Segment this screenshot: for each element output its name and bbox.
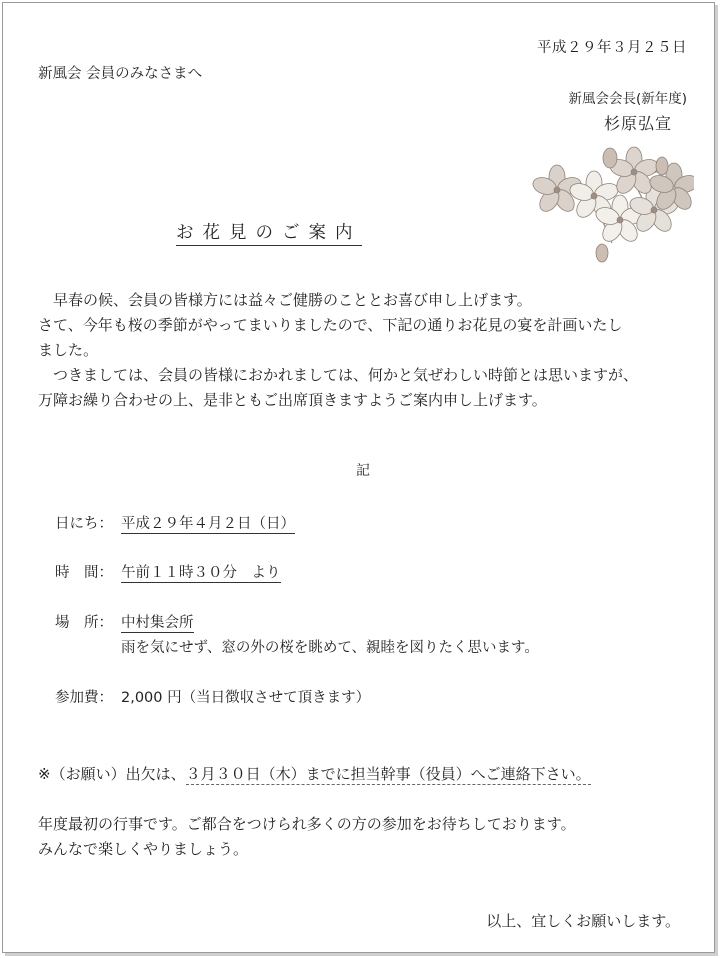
request-prefix: ※（お願い）出欠は、: [38, 765, 186, 783]
paragraph-line: 早春の候、会員の皆様方には益々ご健勝のこととお喜び申し上げます。: [38, 291, 532, 309]
paragraph-greeting: [38, 288, 698, 363]
sender-title: 新風会会長(新年度): [568, 91, 687, 107]
detail-place-note: 雨を気にせず、窓の外の桜を眺めて、親睦を図りたく思います。: [121, 640, 539, 656]
detail-fee: [55, 686, 370, 707]
paragraph-line: さて、今年も桜の季節がやってまいりましたので、下記の通りお花見の宴を計画いたし: [38, 316, 623, 334]
detail-value: 2,000 円（当日徴収させて頂きます）: [121, 690, 371, 706]
paragraph-line: 万障お繰り合わせの上、是非ともご出席頂きますようご案内申し上げます。: [38, 391, 547, 409]
detail-label: 参加費：: [55, 690, 113, 706]
ki-heading: 記: [356, 463, 370, 479]
detail-value: 中村集会所: [121, 615, 194, 631]
detail-date: [55, 512, 295, 533]
detail-label: 時 間：: [55, 565, 113, 581]
detail-place: [55, 611, 194, 632]
closing-line: みんなで楽しくやりましょう。: [38, 840, 249, 858]
detail-value: 平成２９年４月２日（日）: [121, 516, 295, 532]
attendance-request: [38, 763, 591, 784]
paragraph-line: ました。: [38, 341, 99, 359]
paragraph-line: つきましては、会員の皆様におかれましては、何かと気ぜわしい時節とは思いますが、: [38, 366, 639, 384]
detail-label: 日にち：: [55, 516, 113, 532]
sender-name: 杉原弘宣: [603, 114, 672, 133]
letter-title: お花見のご案内: [176, 222, 362, 246]
letter-date: 平成２９年３月２５日: [537, 40, 687, 56]
cherry-blossom-icon: [522, 138, 694, 268]
detail-time: [55, 561, 281, 582]
detail-label: 場 所：: [55, 615, 113, 631]
paragraph-invitation: [38, 363, 698, 413]
recipient-line: 新風会 会員のみなさまへ: [38, 66, 203, 82]
regards-line: 以上、宜しくお願いします。: [486, 912, 680, 930]
closing-message: [38, 812, 576, 862]
closing-line: 年度最初の行事です。ご都合をつけられ多くの方の参加をお待ちしております。: [38, 815, 576, 833]
request-deadline: ３月３０日（木）までに担当幹事（役員）へご連絡下さい。: [185, 765, 591, 783]
detail-value: 午前１１時３０分 より: [121, 565, 281, 581]
